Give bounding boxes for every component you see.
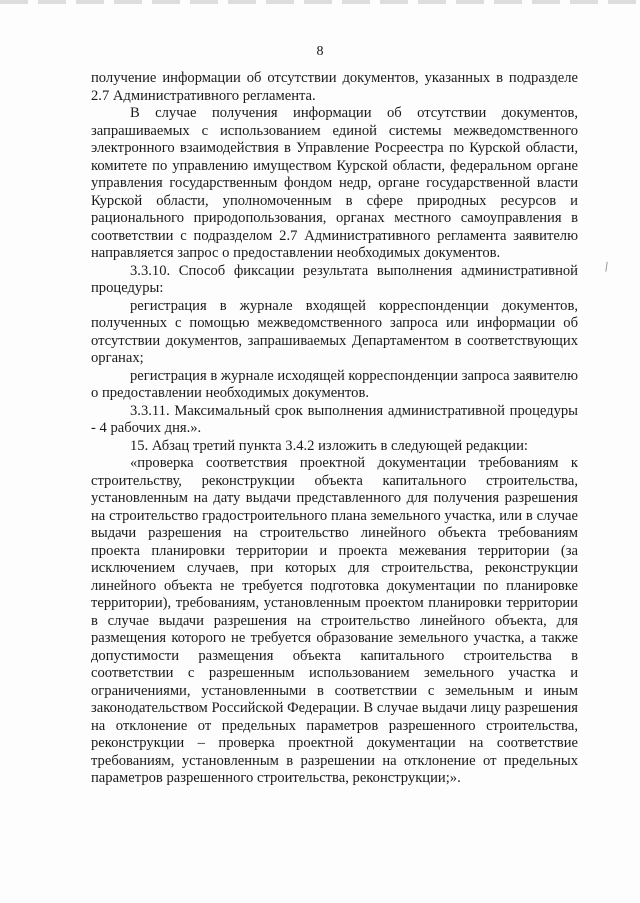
page-number: 8	[316, 44, 324, 59]
paragraph: 15. Абзац третий пункта 3.4.2 изложить в следующей редакции:	[130, 437, 528, 454]
paragraph: регистрация в журнале входящей корреспонденции документов, полученных с помощью межведомственного запроса или информации об отсутствии документов, запрашиваемых Департаментом в соответствующих органах;	[91, 297, 578, 366]
paragraph: 3.3.10. Способ фиксации результата выполнения административной процедуры:	[91, 262, 578, 296]
paragraph: получение информации об отсутствии документов, указанных в подразделе 2.7 Административного регламента.	[91, 70, 578, 104]
paragraph: регистрация в журнале исходящей корреспонденции запроса заявителю о предоставлении необходимых документов.	[91, 367, 578, 401]
paragraph: В случае получения информации об отсутствии документов, запрашиваемых с использованием единой системы межведомственного электронного взаимодействия в Управление Росреестра по Курской области, комитете по управлению имуществом Курской области, федеральном органе управления государственным фондом недр, органе государственной власти Курской области, уполномоченным в сфере природных ресурсов и рационального природопользования, органах местного самоуправления в соответствии с подразделом 2.7 Административного регламента заявителю направляется запрос о предоставлении необходимых документов.	[91, 105, 578, 261]
paragraph: 3.3.11. Максимальный срок выполнения административной процедуры - 4 рабочих дня.».	[91, 402, 578, 436]
document-body	[91, 70, 578, 788]
margin-pen-mark	[605, 262, 610, 272]
scan-top-edge	[0, 0, 640, 4]
paragraph: «проверка соответствия проектной документации требованиям к строительству, реконструкции объекта капитального строительства, установленным на дату выдачи представленного для получения разрешения на строительство градостроительного плана земельного участка, или в случае выдачи разрешения на строительство линейного объекта требованиям проекта планировки территории и проекта межевания территории (за исключением случаев, при которых для строительства, реконструкции линейного объекта не требуется подготовка документации по планировке территории), требованиям, установленным проектом планировки территории в случае выдачи разрешения на строительство линейного объекта, для размещения которого не требуется образование земельного участка, а также допустимости размещения объекта капитального строительства в соответствии с разрешенным использованием земельного участка и ограничениями, установленными в соответствии с земельным и иным законодательством Российской Федерации. В случае выдачи лицу разрешения на отклонение от предельных параметров разрешенного строительства, реконструкции – проверка проектной документации на соответствие требованиям, установленным в разрешении на отклонение от предельных параметров разрешенного строительства, реконструкции;».	[91, 455, 578, 786]
